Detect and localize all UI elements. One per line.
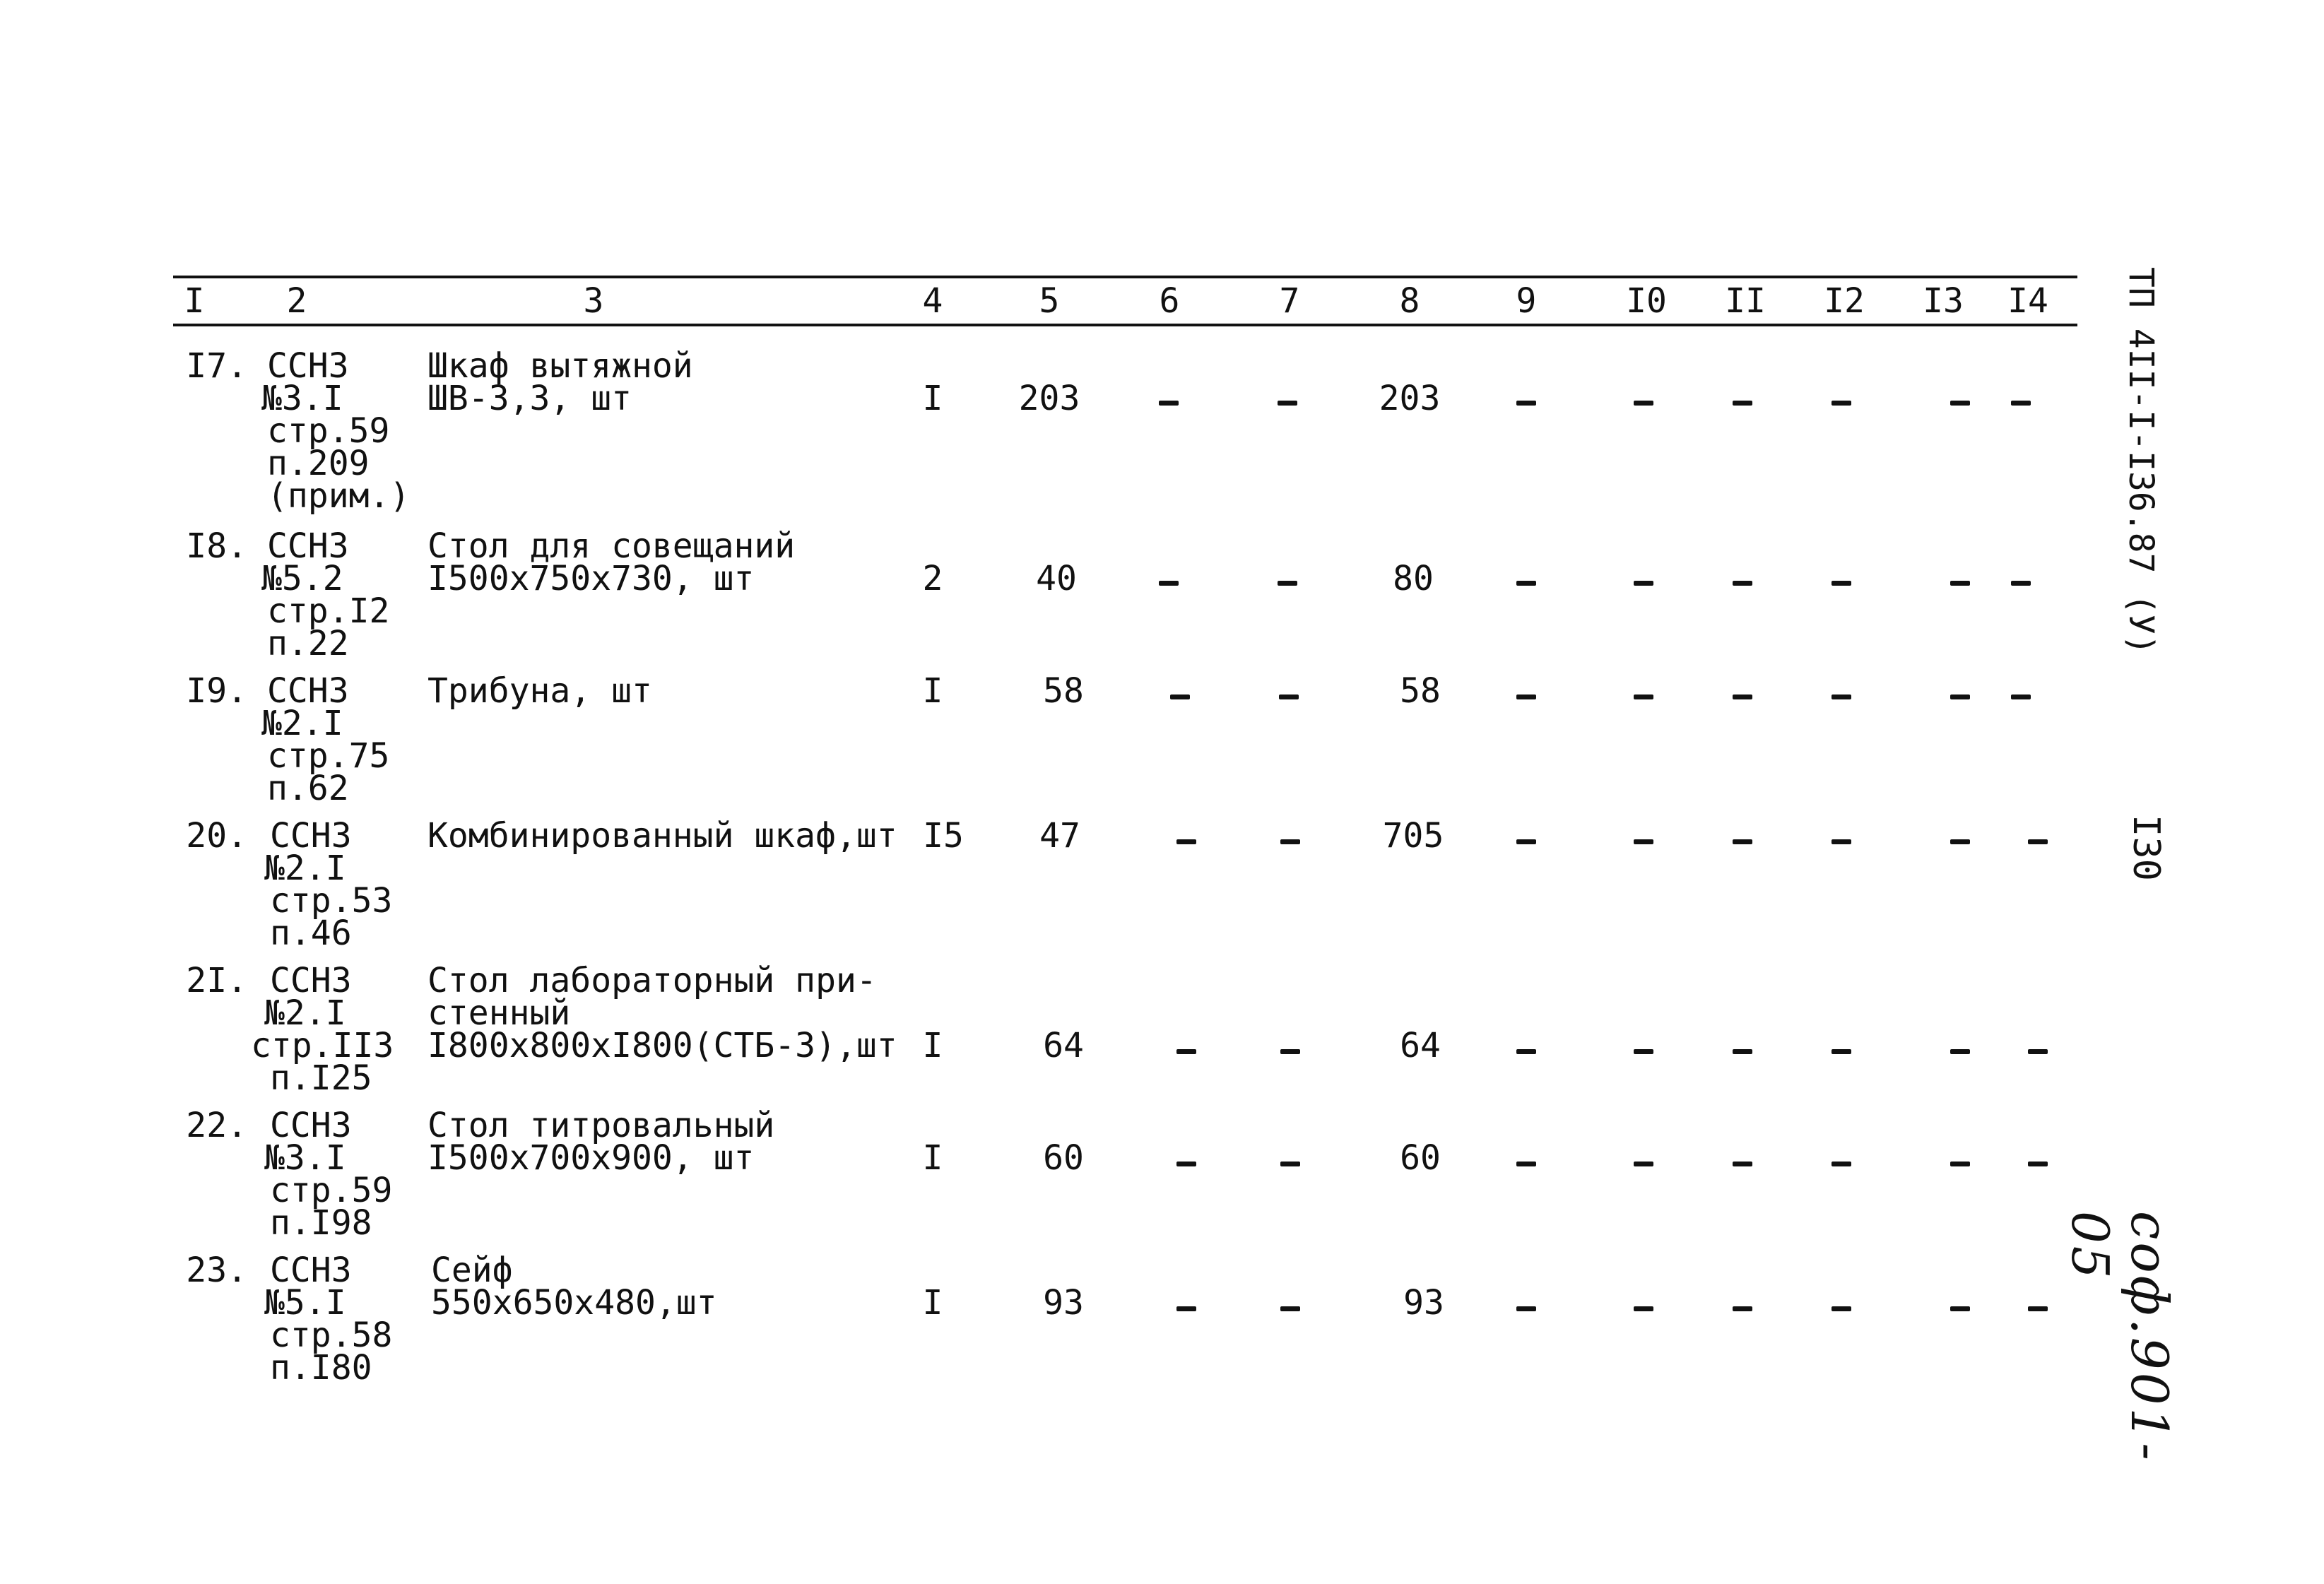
document-code <box>2120 268 2162 664</box>
unit-price: 60 <box>1043 1138 1084 1178</box>
header-col-14: I4 <box>2007 281 2048 321</box>
header-col-7: 7 <box>1279 281 1300 321</box>
dash <box>1516 839 1536 844</box>
item-name: I500x700x900, шт <box>427 1138 755 1178</box>
dash <box>2028 1306 2048 1311</box>
quantity: I <box>922 1026 943 1065</box>
ref-line: №2.I <box>264 993 346 1033</box>
dash <box>1278 401 1297 406</box>
ref-line: ССНЗ <box>270 1106 352 1145</box>
unit-price: 47 <box>1039 816 1080 856</box>
ref-line: стр.53 <box>270 881 393 921</box>
total: 203 <box>1379 379 1441 418</box>
dash <box>1950 1162 1970 1166</box>
dash <box>1832 1049 1851 1054</box>
dash <box>1176 839 1196 844</box>
handwritten-note <box>2060 1166 2179 1491</box>
ref-line: стр.II3 <box>251 1026 394 1065</box>
dash <box>2011 581 2031 586</box>
dash <box>1634 1049 1653 1054</box>
page-number-text: I30 <box>2124 815 2167 881</box>
header-col-11: II <box>1725 281 1766 321</box>
dash <box>1733 401 1752 406</box>
dash <box>1280 1306 1300 1311</box>
ref-line: п.I98 <box>270 1203 372 1243</box>
handwritten-note-text: соф.901-05 <box>2060 1211 2179 1463</box>
dash <box>2028 839 2048 844</box>
ref-line: ССНЗ <box>270 1251 352 1290</box>
ref-line: ССНЗ <box>267 526 349 566</box>
item-name: ШВ-3,3, шт <box>427 379 632 418</box>
dash <box>1832 695 1851 699</box>
document-code-text: ТП 4II-I-I36.87 (У) <box>2121 267 2161 656</box>
header-col-12: I2 <box>1824 281 1865 321</box>
dash <box>1516 581 1536 586</box>
dash <box>1832 839 1851 844</box>
header-col-8: 8 <box>1399 281 1420 321</box>
header-col-3: 3 <box>583 281 604 321</box>
dash <box>1832 1162 1851 1166</box>
dash <box>1278 581 1297 586</box>
row-number: I8. <box>186 526 247 566</box>
header-col-1: I <box>184 281 205 321</box>
ref-line: №5.2 <box>261 559 343 598</box>
item-name: I500x750x730, шт <box>427 559 755 598</box>
ref-line: №2.I <box>261 704 343 743</box>
unit-price: 58 <box>1043 671 1084 711</box>
row-number: 20. <box>186 816 247 856</box>
row-number: I9. <box>186 671 247 711</box>
dash <box>1634 401 1653 406</box>
dash <box>1634 581 1653 586</box>
dash <box>1176 1306 1196 1311</box>
ref-line: (прим.) <box>267 476 411 516</box>
total: 705 <box>1382 816 1444 856</box>
dash <box>1159 401 1179 406</box>
quantity: 2 <box>922 559 943 598</box>
header-col-6: 6 <box>1159 281 1180 321</box>
item-name: I800x800xI800(СТБ-3),шт <box>427 1026 897 1065</box>
row-number: I7. <box>186 346 247 386</box>
dash <box>1516 1162 1536 1166</box>
item-name: Стол лабораторный при- <box>427 961 877 1000</box>
dash <box>2011 401 2031 406</box>
ref-line: ССНЗ <box>270 816 352 856</box>
ref-line: ССНЗ <box>267 346 349 386</box>
ref-line: ССНЗ <box>267 671 349 711</box>
total: 93 <box>1403 1283 1444 1323</box>
dash <box>1950 1306 1970 1311</box>
dash <box>1280 839 1300 844</box>
dash <box>1950 695 1970 699</box>
item-name: Трибуна, шт <box>427 671 652 711</box>
total: 80 <box>1393 559 1434 598</box>
total: 64 <box>1400 1026 1441 1065</box>
header-col-9: 9 <box>1516 281 1537 321</box>
dash <box>1950 581 1970 586</box>
item-name: Шкаф вытяжной <box>427 346 693 386</box>
item-name: 550x650x480,шт <box>431 1283 717 1323</box>
dash <box>2011 695 2031 699</box>
header-bottom-rule <box>173 324 2077 326</box>
dash <box>1733 1049 1752 1054</box>
dash <box>1950 1049 1970 1054</box>
ref-line: п.62 <box>267 769 349 808</box>
row-number: 2I. <box>186 961 247 1000</box>
unit-price: 203 <box>1018 379 1080 418</box>
header-col-13: I3 <box>1923 281 1964 321</box>
dash <box>1280 1162 1300 1166</box>
dash <box>1516 695 1536 699</box>
dash <box>2028 1049 2048 1054</box>
ref-line: №3.I <box>261 379 343 418</box>
dash <box>1159 581 1179 586</box>
ref-line: стр.I2 <box>267 591 390 631</box>
ref-line: №3.I <box>264 1138 346 1178</box>
quantity: I <box>922 1138 943 1178</box>
ref-line: п.I25 <box>270 1058 372 1098</box>
total: 58 <box>1400 671 1441 711</box>
dash <box>1279 695 1299 699</box>
dash <box>1950 839 1970 844</box>
ref-line: №2.I <box>264 849 346 888</box>
ref-line: стр.58 <box>270 1316 393 1355</box>
unit-price: 64 <box>1043 1026 1084 1065</box>
dash <box>1733 1306 1752 1311</box>
ref-line: стр.59 <box>270 1171 393 1210</box>
header-top-rule <box>173 276 2077 278</box>
quantity: I5 <box>923 816 964 856</box>
page-number <box>2113 812 2169 883</box>
item-name: Комбинированный шкаф,шт <box>427 816 897 856</box>
dash <box>1832 401 1851 406</box>
dash <box>2028 1162 2048 1166</box>
ref-line: п.46 <box>270 914 352 953</box>
item-name: Стол для совещаний <box>427 526 796 566</box>
unit-price: 40 <box>1036 559 1077 598</box>
ref-line: ССНЗ <box>270 961 352 1000</box>
item-name: стенный <box>427 993 571 1033</box>
ref-line: стр.59 <box>267 411 390 451</box>
dash <box>1634 1162 1653 1166</box>
header-col-10: I0 <box>1626 281 1667 321</box>
item-name: Стол титровальный <box>427 1106 775 1145</box>
dash <box>1170 695 1190 699</box>
quantity: I <box>922 379 943 418</box>
dash <box>1733 1162 1752 1166</box>
dash <box>1733 695 1752 699</box>
item-name: Сейф <box>431 1251 513 1290</box>
ref-line: п.209 <box>267 444 370 483</box>
quantity: I <box>922 671 943 711</box>
row-number: 22. <box>186 1106 247 1145</box>
dash <box>1176 1049 1196 1054</box>
header-col-2: 2 <box>286 281 307 321</box>
dash <box>1516 1049 1536 1054</box>
dash <box>1176 1162 1196 1166</box>
dash <box>1516 401 1536 406</box>
row-number: 23. <box>186 1251 247 1290</box>
ref-line: стр.75 <box>267 736 390 776</box>
dash <box>1733 839 1752 844</box>
dash <box>1634 839 1653 844</box>
dash <box>1516 1306 1536 1311</box>
dash <box>1733 581 1752 586</box>
unit-price: 93 <box>1043 1283 1084 1323</box>
dash <box>1832 581 1851 586</box>
ref-line: п.22 <box>267 624 349 663</box>
dash <box>1280 1049 1300 1054</box>
total: 60 <box>1400 1138 1441 1178</box>
dash <box>1634 1306 1653 1311</box>
header-col-4: 4 <box>922 281 943 321</box>
ref-line: №5.I <box>264 1283 346 1323</box>
dash <box>1832 1306 1851 1311</box>
quantity: I <box>922 1283 943 1323</box>
dash <box>1634 695 1653 699</box>
header-col-5: 5 <box>1039 281 1060 321</box>
ref-line: п.I80 <box>270 1348 372 1388</box>
dash <box>1950 401 1970 406</box>
